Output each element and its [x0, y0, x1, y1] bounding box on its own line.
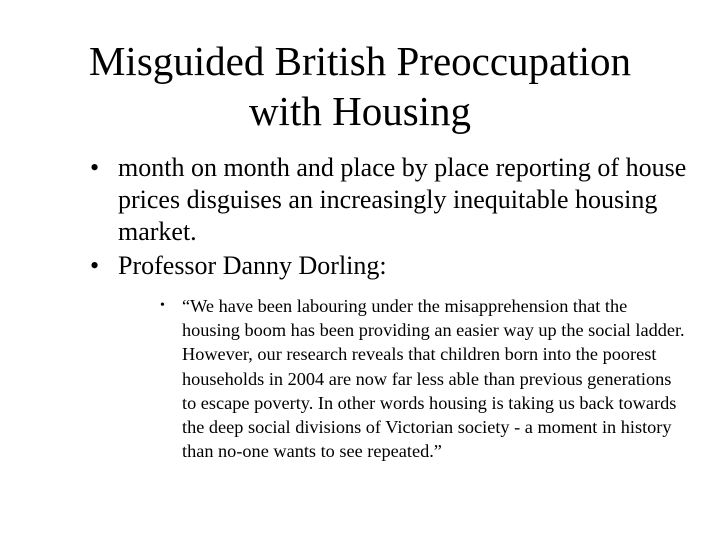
bullet-dot-icon: •: [90, 251, 100, 280]
bullet-text: month on month and place by place reporting of house prices disguises an increasingly inequitable housing market.: [118, 153, 687, 246]
bullet-item: [90, 152, 700, 248]
sub-bullet-list: [160, 294, 685, 463]
bullet-text: Professor Danny Dorling:: [118, 251, 387, 280]
quote-item: [160, 294, 685, 463]
bullet-list: [90, 152, 700, 284]
bullet-dot-icon: •: [90, 153, 100, 182]
slide-title-line-1: Misguided British Preoccupation: [88, 38, 632, 84]
quote-text: “We have been labouring under the misapprehension that the housing boom has been providing an easier way up the social ladder. However, our research reveals that children born into the poorest households in 2004 are now far less able than previous generations to escape poverty. In other words housing is taking us back towards the deep social divisions of Victorian society - a moment in history than no-one wants to see repeated.”: [182, 296, 685, 462]
bullet-item: [90, 250, 700, 282]
slide-title: [60, 36, 660, 136]
slide-title-line-2: with Housing: [248, 88, 472, 134]
sub-bullet-dot-icon: •: [160, 298, 165, 313]
